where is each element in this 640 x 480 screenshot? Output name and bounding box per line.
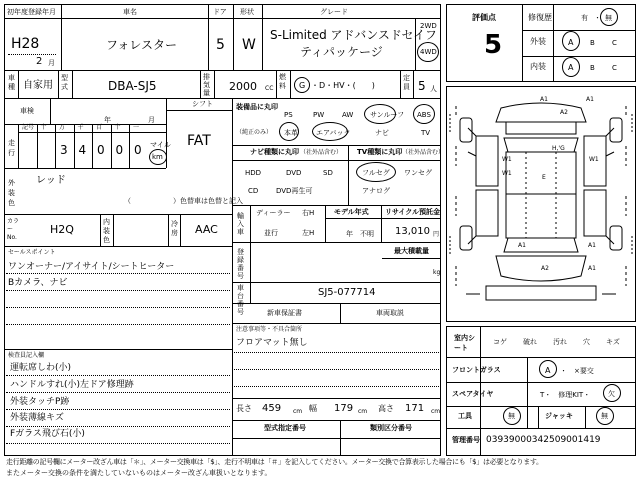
interior-grade-label: 内装 — [530, 62, 546, 71]
digit-header: 十 — [114, 124, 121, 131]
exterior-grade-b: B — [590, 39, 595, 47]
length-value: 459 — [262, 403, 282, 414]
inspector-label: 検査員記入欄 — [8, 352, 45, 359]
navi-header-sub: （社外品含む） — [300, 149, 343, 156]
model-year-label: モデル年式 — [334, 208, 369, 216]
jack-label: ジャッキ — [545, 412, 573, 420]
shift-value: FAT — [187, 133, 211, 149]
diagram-mark-12: E — [542, 174, 546, 181]
reg-no-label: 登録番号 — [237, 248, 244, 280]
jack-value: 無 — [601, 412, 608, 420]
month-unit: 月 — [48, 59, 55, 67]
inspector-note-5: Fガラス飛び石(小) — [10, 429, 85, 439]
length-unit: cm — [293, 408, 303, 415]
color-no-label: カラーNo. — [7, 218, 20, 241]
first-reg-month: 2 — [36, 56, 43, 67]
vehicle-type-label: 車種 — [8, 74, 15, 91]
seat-burn: コゲ — [493, 338, 507, 346]
digit-header: 一 — [133, 124, 140, 131]
interior-a-circle — [562, 57, 580, 77]
inspection-label: 車検 — [20, 107, 34, 115]
diagram-mark-11: H,'G — [552, 145, 565, 152]
chassis-no: SJ5-077714 — [318, 287, 376, 298]
exterior-color: レッド — [36, 175, 66, 186]
navi-hdd: HDD — [245, 169, 262, 177]
digit-header: 万 — [59, 124, 66, 131]
tools-label: 工具 — [458, 412, 472, 420]
front-glass-rest: ・ ×要交 — [560, 367, 594, 375]
seat-dirt: 汚れ — [553, 338, 567, 346]
exterior-grade-label: 外装 — [530, 37, 546, 46]
shape-label: 形状 — [240, 8, 254, 16]
equipment-label: 装備品に丸印 — [236, 103, 278, 111]
dealer-label: ディーラー — [256, 209, 291, 217]
km-label: km — [152, 153, 163, 161]
grade-label: グレード — [320, 8, 348, 16]
mileage-digit: 4 — [78, 143, 87, 157]
yen-unit: 円 — [433, 231, 440, 238]
leather-circle — [279, 122, 299, 141]
model-year-value: 年 不明 — [346, 230, 374, 238]
drive-2wd: 2WD — [420, 22, 437, 30]
repair-sep: ・ — [594, 14, 601, 22]
fuel-label: 燃料 — [279, 73, 286, 90]
spare-none: 欠 — [608, 390, 615, 398]
diagram-mark-3: A1 — [586, 96, 594, 103]
recycle-amount: 13,010 — [395, 226, 430, 237]
eval-value: 5 — [484, 30, 503, 60]
displacement-label: 排気量 — [203, 73, 210, 97]
use-value: 自家用 — [23, 80, 53, 91]
new-warranty: 新車保証書 — [267, 309, 302, 317]
chassis-label: 車台番号 — [237, 284, 244, 316]
mgmt-label: 管理番号 — [452, 436, 480, 444]
mileage-digit: 0 — [134, 143, 142, 157]
car-damage-diagram — [446, 86, 636, 322]
front-glass-label: フロントガラス — [452, 366, 501, 374]
digit-header: 記号 — [22, 124, 35, 131]
drive-4wd-circle — [417, 42, 439, 62]
inspector-note-1: 運転席しわ(小) — [10, 363, 72, 373]
spare-items: T・ 修理KIT・ — [540, 391, 591, 399]
front-glass-a-circle — [539, 360, 557, 378]
diagram-mark-4: W1 — [502, 156, 512, 163]
mileage-label: 走行 — [8, 139, 15, 157]
sales-points-label: セールスポイント — [8, 249, 56, 256]
equip-airbag: エアバック — [316, 129, 351, 137]
inspection-year-label: 年 — [104, 116, 111, 124]
caution-text: フロアマット無し — [236, 338, 308, 348]
navi-dvd-play: DVD再生可 — [276, 187, 313, 195]
spare-none-circle — [603, 384, 621, 402]
seat-tear: 破れ — [523, 338, 537, 346]
color-no: H2Q — [50, 223, 74, 236]
fuel-g-circle — [294, 77, 310, 93]
tv-header-sub: （社外品含む） — [402, 149, 445, 156]
first-reg-year: H28 — [11, 36, 40, 52]
inspection-month-label: 月 — [148, 116, 155, 124]
equip-pw: PW — [313, 111, 325, 119]
capacity-value: 5 — [418, 79, 426, 93]
equip-aw: AW — [342, 111, 354, 119]
parallel-label: 並行 — [264, 229, 278, 237]
diagram-mark-6: W1 — [589, 156, 599, 163]
navi-header: ナビ種類に丸印 — [250, 148, 299, 156]
aircon-label: 冷房 — [171, 220, 178, 237]
grade-line2: ティパッケージ — [300, 45, 383, 59]
digit-header: 百 — [96, 124, 103, 131]
aircon-value: AAC — [195, 223, 218, 236]
doors-label: ドア — [213, 8, 227, 16]
seat-label: 室内シート — [454, 334, 475, 352]
width-value: 179 — [334, 403, 354, 414]
sales-point-1: ワンオーナー/アイサイト/シートヒーター — [8, 262, 175, 272]
tv-header: TV種類に丸印 — [357, 148, 403, 156]
fuel-g: G — [299, 81, 306, 90]
km-circle — [149, 149, 167, 165]
fuel-rest: ・D・HV・( ) — [311, 81, 375, 90]
shift-label: シフト — [192, 100, 213, 108]
diagram-mark-8: A1 — [588, 242, 596, 249]
cc-unit: CC — [265, 85, 274, 92]
jack-circle — [596, 407, 614, 425]
model-label: 型式 — [61, 74, 68, 91]
recycle-label: リサイクル預託金 — [385, 208, 441, 216]
color-change-note: （ ）色替車は色替と記入 — [124, 197, 243, 205]
repair-no: 無 — [605, 14, 612, 22]
manual-label: 車両取説 — [376, 309, 404, 317]
height-label: 高さ — [378, 404, 394, 413]
grade-line1: S-Limited アドバンスドセイフ — [270, 28, 437, 42]
spare-label: スペアタイヤ — [452, 390, 494, 398]
diagram-mark-10: A1 — [588, 265, 596, 272]
right-hand-label: 右H — [302, 209, 315, 217]
diagram-mark-9: A2 — [541, 265, 549, 272]
navi-cd: CD — [248, 187, 259, 195]
navi-sd: SD — [323, 169, 333, 177]
height-unit: cm — [431, 408, 441, 415]
shape-value: W — [242, 37, 256, 53]
capacity-unit: 人 — [430, 85, 437, 93]
mileage-digit: 0 — [97, 143, 105, 157]
interior-grade-c: C — [612, 64, 617, 72]
interior-color-label: 内装色 — [103, 218, 110, 244]
tools-value: 無 — [508, 412, 515, 420]
tv-fullseg: フルセグ — [362, 169, 390, 177]
interior-grade-b: B — [590, 64, 595, 72]
equip-sunroof: サンルーフ — [370, 111, 405, 119]
class-no-label: 類別区分番号 — [370, 424, 412, 432]
diagram-mark-2: A2 — [560, 109, 568, 116]
repair-label: 修復歴 — [528, 13, 552, 22]
inspector-note-4: 外装薄線キズ — [10, 413, 64, 423]
abs-circle — [413, 104, 435, 124]
mile-label: マイル — [150, 141, 171, 149]
tools-circle — [503, 407, 521, 425]
eval-label: 評価点 — [472, 13, 496, 22]
type-no-label: 型式指定番号 — [264, 424, 306, 432]
navi-dvd: DVD — [286, 169, 302, 177]
exterior-grade-c: C — [612, 39, 617, 47]
front-glass-a: A — [545, 366, 551, 375]
first-reg-label: 初年度登録年月 — [7, 8, 56, 16]
digit-header: 千 — [77, 124, 84, 131]
max-load-label: 最大積載量 — [394, 247, 429, 255]
interior-grade-a: A — [568, 63, 574, 72]
airbag-circle — [312, 122, 351, 141]
tv-oneseg: ワンセグ — [404, 169, 432, 177]
import-label: 輸入車 — [237, 212, 244, 236]
length-label: 長さ — [236, 404, 252, 413]
width-label: 幅 — [309, 404, 317, 413]
drive-4wd: 4WD — [420, 48, 437, 56]
model-value: DBA-SJ5 — [108, 79, 157, 93]
footer-line-1: 走行距離の記号欄にメーター改ざん車は「＊」、メーター交換車は「$」、走行不明車は「＃」を記入してください。メーター交換で合算表示した場合にも「$」は必要となります。 — [6, 458, 543, 466]
digit-header: 十 — [40, 124, 47, 131]
inspector-note-2: ハンドルすれ(小)左ドア修理跡 — [10, 380, 134, 390]
diagram-mark-1: A1 — [540, 96, 548, 103]
mileage-digit: 3 — [60, 143, 68, 157]
left-hand-label: 左H — [302, 229, 315, 237]
height-value: 171 — [405, 403, 425, 414]
equip-tv: TV — [421, 129, 431, 137]
caution-label: 注意事項等・不具合箇所 — [236, 326, 303, 333]
repair-yes: 有 — [581, 14, 588, 22]
mileage-digit: 0 — [115, 143, 124, 157]
fullseg-circle — [356, 162, 396, 182]
equip-abs: ABS — [417, 111, 431, 119]
exterior-color-label: 外装色 — [8, 179, 15, 207]
doors-value: 5 — [216, 37, 225, 53]
kg-unit: kg — [433, 269, 441, 276]
exterior-grade-a: A — [568, 38, 574, 47]
sales-point-2: Bカメラ、ナビ — [8, 278, 68, 288]
displacement-value: 2000 — [229, 80, 257, 93]
exterior-a-circle — [562, 31, 580, 51]
diagram-mark-7: A1 — [518, 242, 526, 249]
tv-analog: アナログ — [362, 187, 390, 195]
car-name-label: 車名 — [123, 8, 137, 16]
width-unit: cm — [358, 408, 368, 415]
equip-navi: ナビ — [375, 129, 389, 137]
equip-ps: PS — [284, 111, 293, 119]
sunroof-circle — [364, 104, 396, 124]
mgmt-no: 0393900034250900141​9 — [486, 435, 601, 445]
capacity-label: 定員 — [403, 74, 410, 91]
repair-no-circle — [600, 8, 618, 26]
equipment-sub-label: （純正のみ） — [236, 129, 273, 136]
seat-hole: 穴 — [583, 338, 590, 346]
car-name: フォレスター — [106, 38, 178, 52]
footer-line-2: またメーター交換の条件を満たしていないものはメーター改ざん車扱いとなります。 — [6, 469, 272, 477]
seat-scratch: キズ — [606, 338, 620, 346]
inspector-note-3: 外装タッチP跡 — [10, 397, 70, 407]
equip-leather: 本革 — [284, 129, 298, 137]
diagram-mark-5: W1 — [502, 170, 512, 177]
